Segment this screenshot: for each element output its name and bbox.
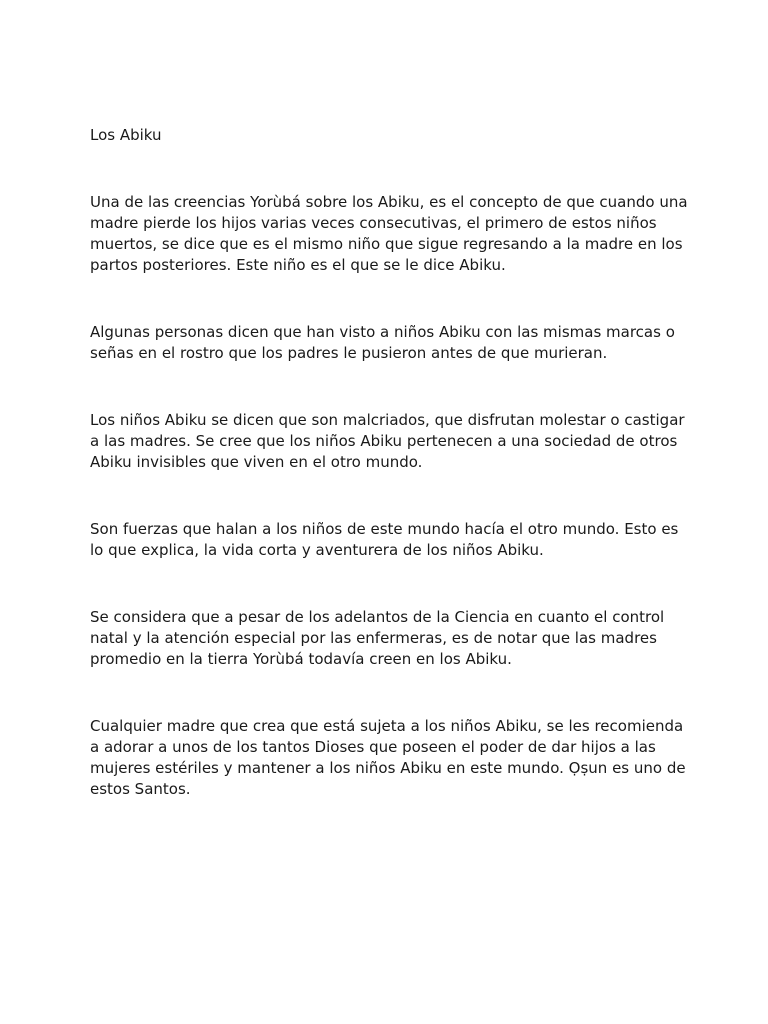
paragraph-4: Son fuerzas que halan a los niños de este mundo hacía el otro mundo. Esto es lo que explica, la vida corta y aventurera de los niños Abiku. [90, 520, 679, 559]
paragraph-5: Se considera que a pesar de los adelantos de la Ciencia en cuanto el control natal y la atención especial por las enfermeras, es de notar que las madres promedio en la tierra Yorùbá todavía creen en los Abiku. [90, 608, 665, 668]
paragraph-3: Los niños Abiku se dicen que son malcriados, que disfrutan molestar o castigar a las madres. Se cree que los niños Abiku pertenecen a una sociedad de otros Abiku invisibles que viven en el otro mundo. [90, 411, 685, 471]
paragraph-2: Algunas personas dicen que han visto a niños Abiku con las mismas marcas o señas en el rostro que los padres le pusieron antes de que murieran. [90, 323, 675, 362]
document-body [90, 125, 690, 846]
document-title: Los Abiku [90, 126, 162, 144]
paragraph-6: Cualquier madre que crea que está sujeta a los niños Abiku, se les recomienda a adorar a unos de los tantos Dioses que poseen el poder de dar hijos a las mujeres estériles y mantener a los niños Abiku en este mundo. Ọṣun es uno de estos Santos. [90, 717, 686, 798]
paragraph-1: Una de las creencias Yorùbá sobre los Abiku, es el concepto de que cuando una madre pierde los hijos varias veces consecutivas, el primero de estos niños muertos, se dice que es el mismo niño que sigue regresando a la madre en los partos posteriores. Este niño es el que se le dice Abiku. [90, 193, 688, 274]
